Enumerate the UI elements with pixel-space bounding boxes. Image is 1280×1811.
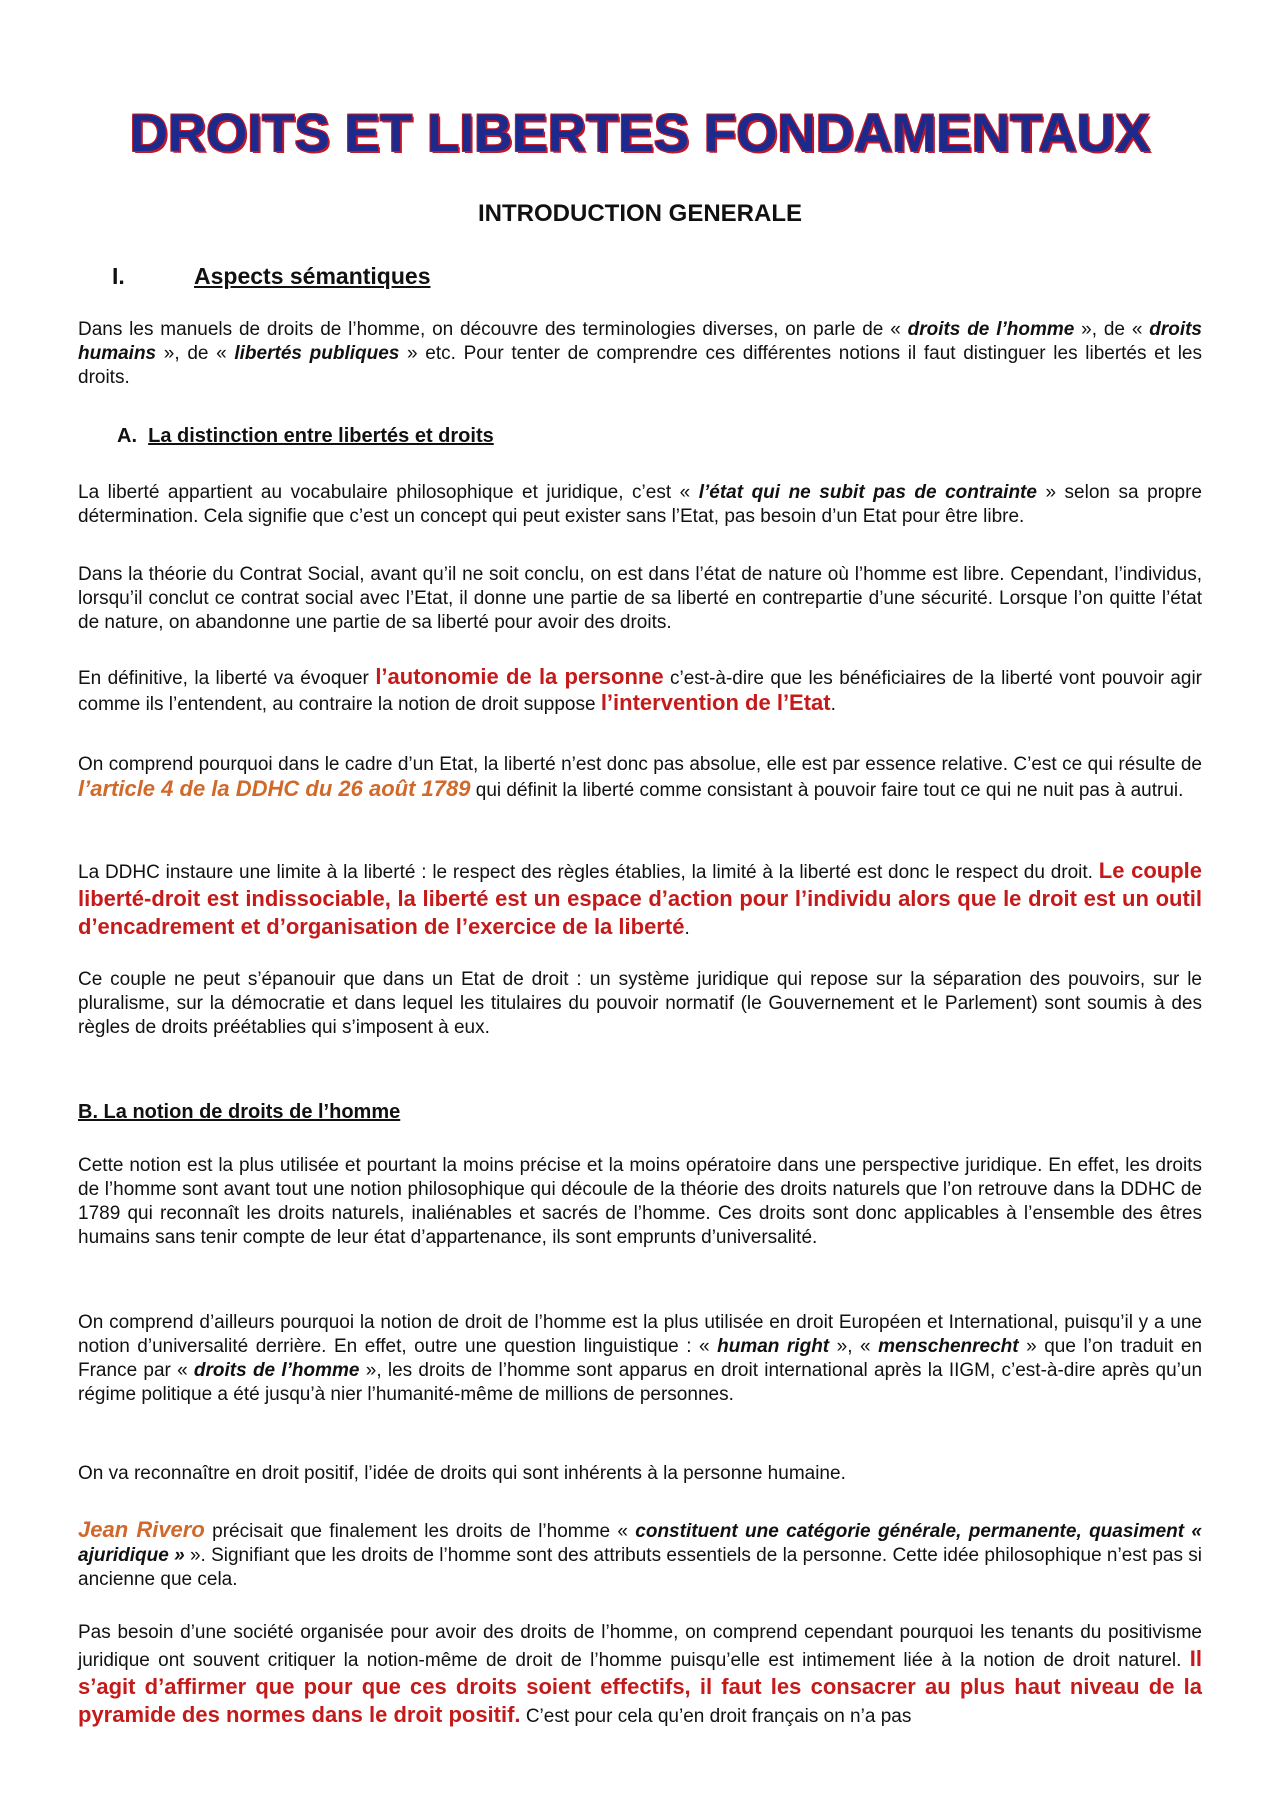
text: C’est pour cela qu’en droit français on n’a pas bbox=[520, 1706, 912, 1727]
text: ». Signifiant que les droits de l’homme sont des attributs essentiels de la personne. Cette idée philosophique n’est pas si ancienne que cela. bbox=[78, 1545, 1202, 1590]
emphasis: droits de l’homme bbox=[907, 319, 1075, 340]
subsection-heading-a bbox=[117, 424, 494, 448]
section-title: Aspects sémantiques bbox=[194, 263, 431, 289]
paragraph-11 bbox=[78, 1518, 1202, 1592]
subsection-title: B. La notion de droits de l’homme bbox=[78, 1101, 401, 1123]
text: », les droits de l’homme sont apparus en droit international après la IIGM, c’est-à-dire après qu’un régime politique a été jusqu’à nier l’humanité-même de millions de personnes. bbox=[78, 1360, 1203, 1405]
emphasis: l’autonomie de la personne bbox=[375, 664, 664, 689]
subsection-heading-b bbox=[78, 1100, 400, 1124]
text: », « bbox=[829, 1336, 879, 1357]
document-subtitle: INTRODUCTION GENERALE bbox=[478, 200, 802, 227]
author-name: Jean Rivero bbox=[78, 1517, 205, 1542]
subsection-title: La distinction entre libertés et droits bbox=[148, 425, 494, 447]
text: Pas besoin d’une société organisée pour avoir des droits de l’homme, on comprend cependant pourquoi les tenants du positivisme juridique ont souvent critiquer la notion-même de droit de l’homme puisqu’elle est intimement liée à la notion de droit naturel. bbox=[78, 1622, 1202, 1671]
emphasis: l’article 4 de la DDHC du 26 août 1789 bbox=[78, 776, 471, 801]
quotation: constituent une catégorie générale, permanente, quasiment « ajuridique » bbox=[78, 1521, 1202, 1566]
section-heading-1 bbox=[112, 262, 430, 290]
emphasis: Le couple liberté-droit est indissociable, la liberté est un espace d’action pour l’individu alors que le droit est un outil d’encadrement et d’organisation de l’exercice de la liberté bbox=[78, 858, 1202, 939]
paragraph-4 bbox=[78, 665, 1202, 717]
text: La DDHC instaure une limite à la liberté : le respect des règles établies, la limité à la liberté est donc le respect du droit. bbox=[78, 862, 1099, 883]
emphasis: droits de l’homme bbox=[193, 1360, 360, 1381]
emphasis: l’intervention de l’Etat bbox=[600, 690, 831, 715]
paragraph-1 bbox=[78, 318, 1202, 390]
subsection-letter: A. bbox=[117, 425, 137, 447]
emphasis: human right bbox=[717, 1336, 830, 1357]
paragraph-2 bbox=[78, 481, 1202, 529]
paragraph-10: On va reconnaître en droit positif, l’idée de droits qui sont inhérents à la personne humaine. bbox=[78, 1463, 846, 1484]
text: », de « bbox=[156, 343, 235, 364]
paragraph-8: Cette notion est la plus utilisée et pourtant la moins précise et la moins opératoire dans une perspective juridique. En effet, les droits de l’homme sont avant tout une notion philosophique qui découle de la théorie des droits naturels que l’on retrouve dans la DDHC de 1789 qui reconnaît les droits naturels, inaliénables et sacrés de l’homme. Ces droits sont donc applicables à l’ensemble des êtres humains sans tenir compte de leur état d’appartenance, ils sont emprunts d’universalité. bbox=[78, 1155, 1202, 1248]
text: . bbox=[830, 694, 836, 715]
paragraph-5 bbox=[78, 753, 1202, 803]
text: précisait que finalement les droits de l’homme « bbox=[204, 1521, 636, 1542]
paragraph-6 bbox=[78, 857, 1202, 941]
paragraph-9 bbox=[78, 1311, 1202, 1407]
text: On comprend pourquoi dans le cadre d’un Etat, la liberté n’est donc pas absolue, elle est par essence relative. C’est ce qui résulte de bbox=[78, 754, 1202, 775]
section-number: I. bbox=[112, 263, 125, 289]
paragraph-3: Dans la théorie du Contrat Social, avant qu’il ne soit conclu, on est dans l’état de nature où l’homme est libre. Cependant, l’individus, lorsqu’il conclut ce contrat social avec l’Etat, il donne une partie de sa liberté en contrepartie d’une sécurité. Lorsque l’on quitte l’état de nature, on abandonne une partie de sa liberté pour avoir des droits. bbox=[78, 564, 1202, 633]
text: » selon sa propre détermination. Cela signifie que c’est un concept qui peut exister sans l’Etat, pas besoin d’un Etat pour être libre. bbox=[78, 482, 1202, 527]
text: Dans les manuels de droits de l’homme, on découvre des terminologies diverses, on parle de « bbox=[78, 319, 908, 340]
document-title: DROITS ET LIBERTES FONDAMENTAUX bbox=[129, 104, 1151, 163]
text: En définitive, la liberté va évoquer bbox=[78, 668, 376, 689]
paragraph-7: Ce couple ne peut s’épanouir que dans un Etat de droit : un système juridique qui repose sur la séparation des pouvoirs, sur le pluralisme, sur la démocratie et dans lequel les titulaires du pouvoir normatif (le Gouvernement et le Parlement) sont soumis à des règles de droits préétablies qui s’imposent à eux. bbox=[78, 969, 1202, 1038]
text: c’est-à-dire que les bénéficiaires de la liberté vont pouvoir agir comme ils l’entendent, au contraire la notion de droit suppose bbox=[78, 668, 1203, 715]
text: qui définit la liberté comme consistant à pouvoir faire tout ce qui ne nuit pas à autrui. bbox=[470, 780, 1184, 801]
text: », de « bbox=[1074, 319, 1150, 340]
emphasis: libertés publiques bbox=[234, 343, 400, 364]
text: On comprend d’ailleurs pourquoi la notion de droit de l’homme est la plus utilisée en droit Européen et International, puisqu’il y a une notion d’universalité derrière. En effet, outre une question linguistique : « bbox=[78, 1312, 1202, 1357]
paragraph-12 bbox=[78, 1621, 1202, 1729]
text: » etc. Pour tenter de comprendre ces différentes notions il faut distinguer les libertés et les droits. bbox=[78, 343, 1202, 388]
emphasis: menschenrecht bbox=[878, 1336, 1019, 1357]
emphasis: l’état qui ne subit pas de contrainte bbox=[698, 482, 1037, 503]
text: La liberté appartient au vocabulaire philosophique et juridique, c’est « bbox=[78, 482, 699, 503]
emphasis: droits humains bbox=[78, 319, 1202, 364]
text: . bbox=[684, 918, 690, 939]
text: » que l’on traduit en France par « bbox=[78, 1336, 1203, 1381]
emphasis: Il s’agit d’affirmer que pour que ces droits soient effectifs, il faut les consacrer au plus haut niveau de la pyramide des normes dans le droit positif. bbox=[78, 1646, 1202, 1727]
